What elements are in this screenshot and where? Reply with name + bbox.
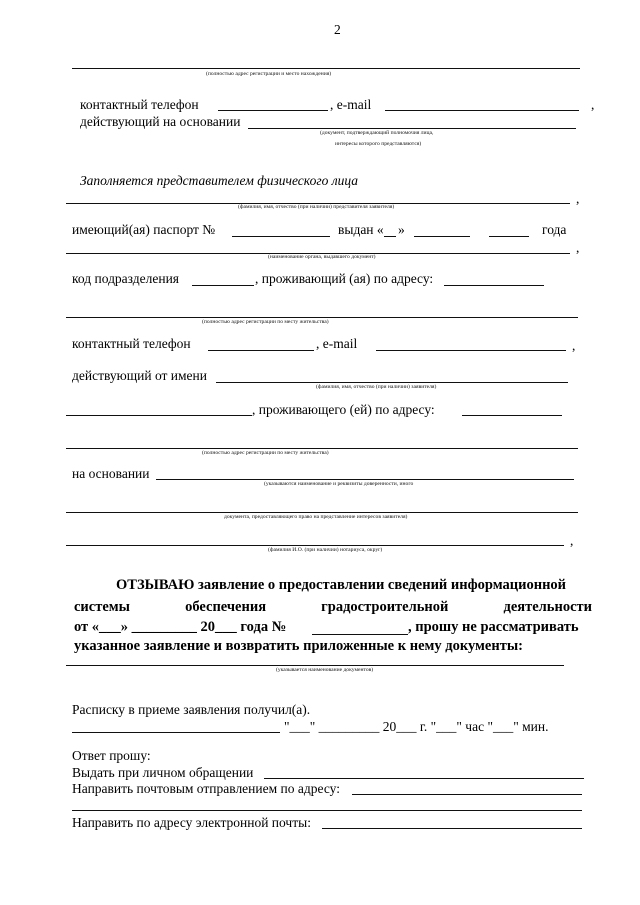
acting-name-label: действующий от имени: [72, 368, 207, 383]
withdraw-line-3-rest: , прошу не рассматривать: [408, 619, 579, 635]
withdraw-line-1: ОТЗЫВАЮ заявление о предоставлении сведений информационной: [116, 577, 567, 593]
caption-document1: (документ, подтверждающий полномочия лица,: [320, 130, 434, 136]
address-line: [72, 68, 580, 69]
option-email-field[interactable]: [322, 828, 582, 829]
caption-basis: (указываются наименование и реквизиты доверенности, иного: [264, 481, 414, 487]
caption-issuer: (наименование органа, выдавшего документ): [268, 254, 376, 260]
basis-label: на основании: [72, 466, 150, 481]
comma: ,: [576, 240, 580, 255]
issued-year-field[interactable]: [489, 236, 529, 237]
caption-notary: (фамилия И.О. (при наличии) нотариуса, округ): [268, 547, 383, 553]
receipt-date: "___" _________ 20___ г. "___" час "___" мин.: [284, 719, 549, 734]
issued-label: выдан «: [338, 222, 384, 237]
contact-phone-label-2: контактный телефон: [72, 336, 191, 351]
applicant-residence-full-field[interactable]: [66, 448, 578, 449]
comma: ,: [576, 191, 580, 206]
phone-field-2[interactable]: [208, 350, 314, 351]
year-label: года: [542, 222, 567, 237]
issued-day-field[interactable]: [384, 236, 396, 237]
receipt-label: Расписку в приеме заявления получил(а).: [72, 702, 311, 717]
basis-document-field[interactable]: [248, 128, 576, 129]
withdraw-word-4: деятельности: [503, 599, 592, 615]
passport-number-field[interactable]: [232, 236, 330, 237]
email-field[interactable]: [385, 110, 579, 111]
email-label-2: , e-mail: [316, 336, 358, 351]
caption-fio-rep: (фамилия, имя, отчество (при наличии) представителя заявителя): [238, 204, 395, 210]
residing2-label: , проживающего (ей) по адресу:: [252, 402, 435, 417]
caption-residence: (полностью адрес регистрации по месту жительства): [202, 319, 329, 325]
notary-field[interactable]: [66, 545, 564, 546]
withdraw-line-3-from: от «___» _________ 20___ года №: [74, 619, 287, 635]
caption-address: (полностью адрес регистрации и место нахождения): [206, 71, 332, 77]
caption-doc-rights: документа, предоставляющего право на представление интересов заявителя): [224, 514, 408, 520]
option-email-label: Направить по адресу электронной почты:: [72, 815, 311, 830]
division-code-field[interactable]: [192, 285, 254, 286]
doc-rights-field[interactable]: [66, 512, 578, 513]
issued-month-field[interactable]: [414, 236, 470, 237]
withdraw-line-2: [74, 599, 592, 616]
option-personal-field[interactable]: [264, 778, 584, 779]
applicant-name-field[interactable]: [66, 415, 252, 416]
comma: ,: [591, 97, 595, 112]
withdraw-word-3: градостроительной: [321, 599, 449, 615]
answer-label: Ответ прошу:: [72, 748, 151, 763]
residence-field[interactable]: [444, 285, 544, 286]
caption-fio-applicant: (фамилия, имя, отчество (при наличии) заявителя): [316, 384, 437, 390]
withdraw-word-2: обеспечения: [185, 599, 267, 615]
comma: ,: [570, 533, 574, 548]
email-field-2[interactable]: [376, 350, 566, 351]
receipt-signature-field[interactable]: [72, 732, 280, 733]
withdraw-number-field[interactable]: [312, 634, 408, 635]
representative-heading: Заполняется представителем физического лица: [80, 173, 359, 188]
caption-docs: (указывается наименование документов): [276, 667, 374, 673]
passport-label: имеющий(ая) паспорт №: [72, 222, 216, 237]
phone-field[interactable]: [218, 110, 328, 111]
acting-basis-label: действующий на основании: [80, 114, 241, 129]
applicant-residence-field[interactable]: [462, 415, 562, 416]
option-personal-label: Выдать при личном обращении: [72, 765, 254, 780]
option-post-field[interactable]: [352, 794, 582, 795]
issued-quote: »: [398, 222, 405, 237]
email-label: , e-mail: [330, 97, 372, 112]
contact-phone-label: контактный телефон: [80, 97, 199, 112]
caption-document2: интересы которого представляются): [335, 141, 422, 147]
residing-label: , проживающий (ая) по адресу:: [255, 271, 434, 286]
withdraw-word-1: системы: [74, 599, 130, 615]
basis-field[interactable]: [156, 479, 574, 480]
documents-field[interactable]: [66, 665, 564, 666]
option-post-label: Направить почтовым отправлением по адресу:: [72, 781, 340, 796]
withdraw-line-4: указанное заявление и возвратить приложенные к нему документы:: [74, 638, 523, 654]
applicant-fio-field[interactable]: [216, 382, 568, 383]
page-number: 2: [334, 22, 341, 37]
comma: ,: [572, 338, 576, 353]
option-post-field-2[interactable]: [72, 810, 582, 811]
residence-full-field[interactable]: [66, 317, 578, 318]
division-code-label: код подразделения: [72, 271, 180, 286]
caption-residence-2: (полностью адрес регистрации по месту жительства): [202, 450, 329, 456]
